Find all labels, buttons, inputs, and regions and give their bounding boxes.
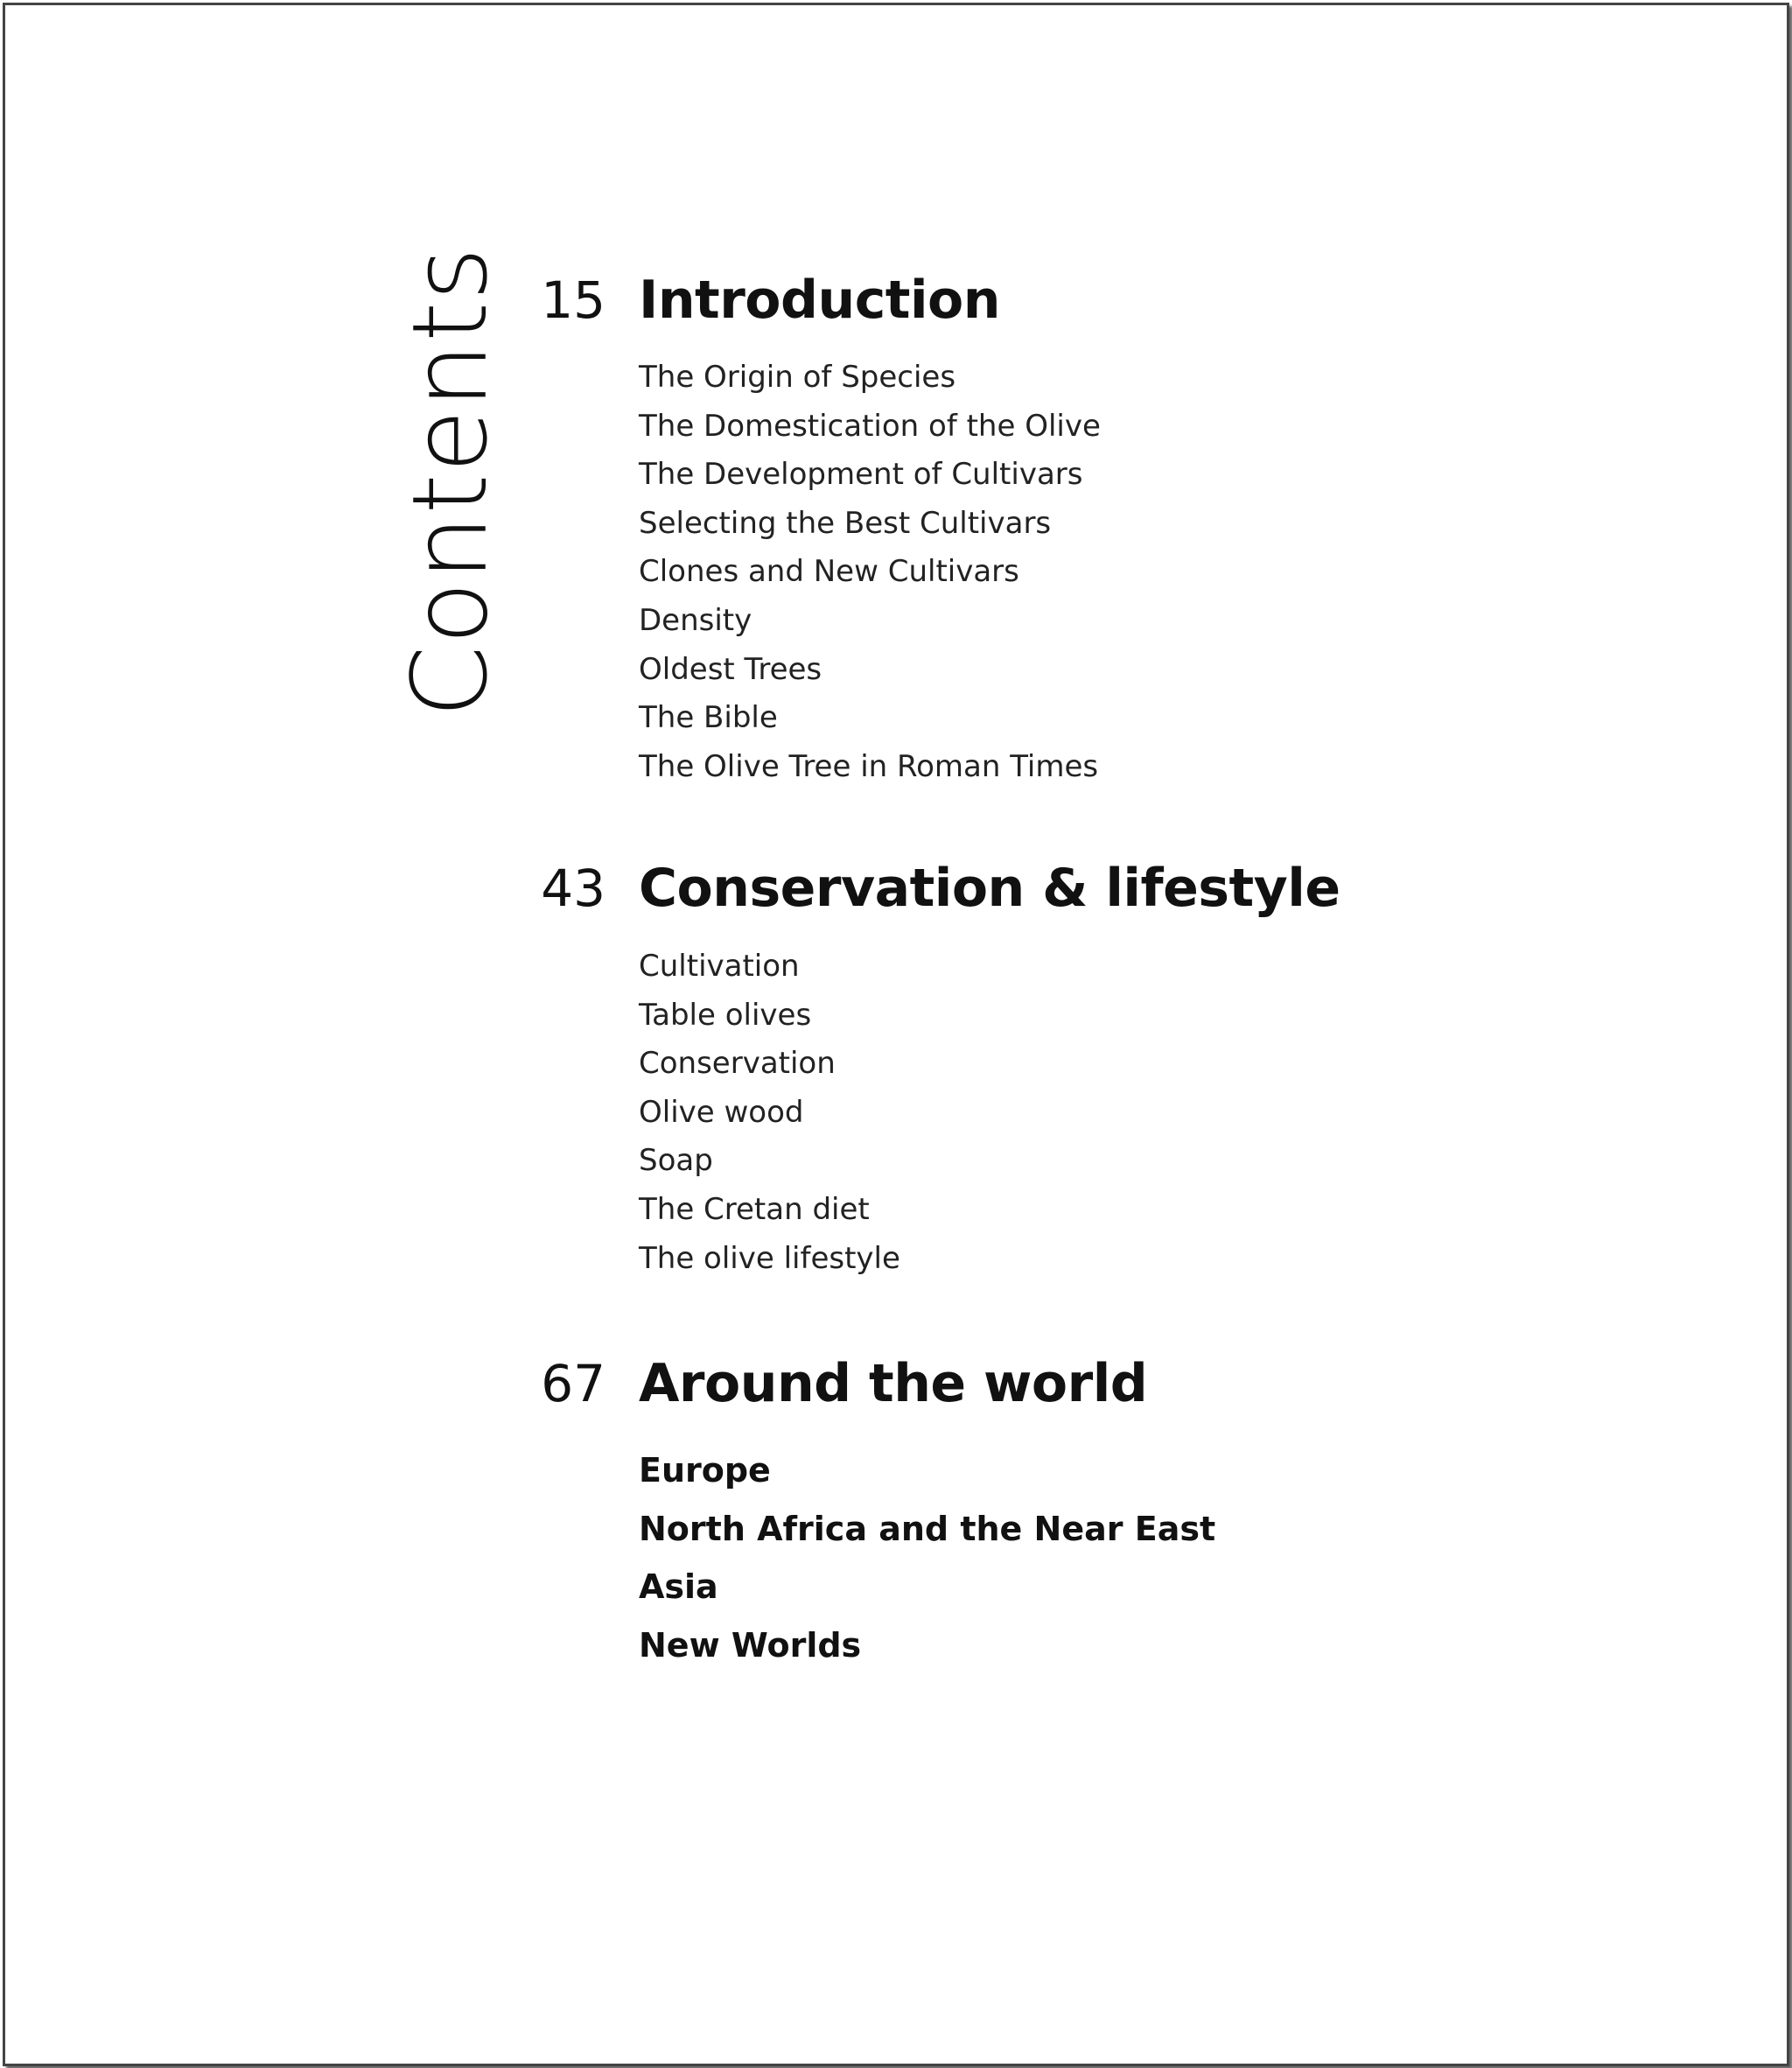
toc-item[interactable]: The Origin of Species: [639, 360, 956, 395]
section-title[interactable]: Introduction: [639, 270, 1000, 331]
toc-item[interactable]: The Bible: [639, 700, 778, 736]
toc-item[interactable]: Clones and New Cultivars: [639, 554, 1019, 590]
toc-item[interactable]: Selecting the Best Cultivars: [639, 505, 1052, 541]
toc-item[interactable]: The Domestication of the Olive: [639, 408, 1101, 444]
section-page-number[interactable]: 43: [541, 859, 606, 918]
toc-item[interactable]: Oldest Trees: [639, 651, 822, 687]
toc-item[interactable]: Asia: [639, 1567, 718, 1606]
toc-item[interactable]: Soap: [639, 1143, 713, 1179]
section-title[interactable]: Around the world: [639, 1353, 1148, 1414]
toc-item[interactable]: Conservation: [639, 1046, 836, 1082]
toc-item[interactable]: The olive lifestyle: [639, 1240, 900, 1276]
contents-heading: Contents: [389, 246, 510, 718]
toc-item[interactable]: The Cretan diet: [639, 1191, 870, 1227]
toc-item[interactable]: Olive wood: [639, 1094, 804, 1130]
toc-item[interactable]: The Development of Cultivars: [639, 457, 1083, 493]
section-item-list: [639, 354, 1101, 791]
toc-item[interactable]: Table olives: [639, 997, 812, 1033]
section-title[interactable]: Conservation & lifestyle: [639, 858, 1340, 919]
toc-item[interactable]: Density: [639, 602, 752, 638]
toc-item[interactable]: New Worlds: [639, 1625, 862, 1665]
section-item-list: [639, 943, 900, 1283]
toc-item[interactable]: North Africa and the Near East: [639, 1509, 1216, 1548]
toc-item[interactable]: Cultivation: [639, 949, 800, 984]
section-page-number[interactable]: 67: [541, 1354, 606, 1413]
toc-item[interactable]: The Olive Tree in Roman Times: [639, 748, 1099, 784]
toc-item[interactable]: Europe: [639, 1451, 771, 1490]
section-page-number[interactable]: 15: [541, 270, 606, 330]
section-item-list: [639, 1441, 1215, 1674]
